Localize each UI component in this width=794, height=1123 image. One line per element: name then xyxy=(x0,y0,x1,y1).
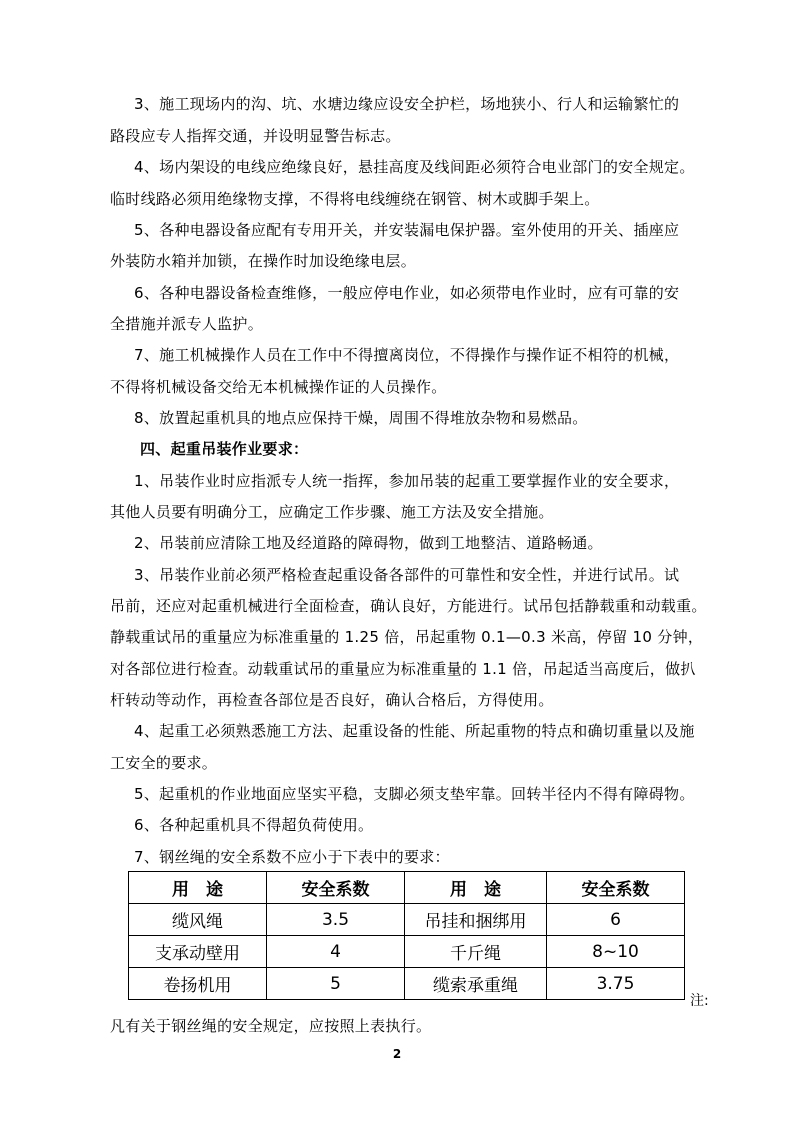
table-cell: 卷扬机用 xyxy=(129,968,267,1000)
paragraph-line: 不得将机械设备交给无本机械操作证的人员操作。 xyxy=(110,378,447,396)
paragraph-line: 外装防水箱并加锁，在操作时加设绝缘电层。 xyxy=(110,252,417,270)
paragraph-line: 6、各种起重机具不得超负荷使用。 xyxy=(134,816,374,834)
section-heading: 四、起重吊装作业要求： xyxy=(140,440,309,458)
table-cell: 3.75 xyxy=(547,968,685,1000)
paragraph-line: 1、吊装作业时应指派专人统一指挥，参加吊装的起重工要掌握作业的安全要求， xyxy=(134,472,680,490)
paragraph-line: 3、施工现场内的沟、坑、水塘边缘应设安全护栏，场地狭小、行人和运输繁忙的 xyxy=(134,95,680,113)
table-cell: 缆索承重绳 xyxy=(405,968,547,1000)
table-cell: 6 xyxy=(547,904,685,936)
table-cell: 3.5 xyxy=(267,904,405,936)
paragraph-line: 7、钢丝绳的安全系数不应小于下表中的要求： xyxy=(134,848,450,866)
page-number: 2 xyxy=(392,1047,402,1061)
paragraph-line: 静载重试吊的重量应为标准重量的 1.25 倍，吊起重物 0.1—0.3 米高，停留 10 分钟， xyxy=(110,628,704,646)
table-row xyxy=(129,936,685,968)
note-label: 注: xyxy=(690,993,709,1009)
table-cell: 支承动壁用 xyxy=(129,936,267,968)
paragraph-line: 7、施工机械操作人员在工作中不得擅离岗位，不得操作与操作证不相符的机械， xyxy=(134,346,680,364)
paragraph-line: 全措施并派专人监护。 xyxy=(110,315,264,333)
paragraph-line: 工安全的要求。 xyxy=(110,754,218,772)
paragraph-line: 4、场内架设的电线应绝缘良好，悬挂高度及线间距必须符合电业部门的安全规定。 xyxy=(134,158,695,176)
table-header-row xyxy=(129,872,685,904)
paragraph-line: 杆转动等动作，再检查各部位是否良好，确认合格后，方得使用。 xyxy=(110,691,554,709)
table-header-cell: 安全系数 xyxy=(547,872,685,904)
paragraph-line: 对各部位进行检查。动载重试吊的重量应为标准重量的 1.1 倍，吊起适当高度后，做扒 xyxy=(110,660,696,678)
paragraph-line: 4、起重工必须熟悉施工方法、起重设备的性能、所起重物的特点和确切重量以及施 xyxy=(134,722,695,740)
table-cell: 吊挂和捆绑用 xyxy=(405,904,547,936)
paragraph-line: 5、各种电器设备应配有专用开关，并安装漏电保护器。室外使用的开关、插座应 xyxy=(134,221,680,239)
table-cell: 千斤绳 xyxy=(405,936,547,968)
paragraph-line: 临时线路必须用绝缘物支撑，不得将电线缠绕在钢管、树木或脚手架上。 xyxy=(110,190,600,208)
table-cell: 8~10 xyxy=(547,936,685,968)
table-cell: 缆风绳 xyxy=(129,904,267,936)
paragraph-line: 6、各种电器设备检查维修，一般应停电作业，如必须带电作业时，应有可靠的安 xyxy=(134,284,680,302)
paragraph-line: 8、放置起重机具的地点应保持干燥，周围不得堆放杂物和易燃品。 xyxy=(134,409,588,427)
table-row xyxy=(129,968,685,1000)
paragraph-line: 5、起重机的作业地面应坚实平稳，支脚必须支垫牢靠。回转半径内不得有障碍物。 xyxy=(134,785,695,803)
paragraph-line: 2、吊装前应清除工地及经道路的障碍物，做到工地整洁、道路畅通。 xyxy=(134,534,603,552)
rope-safety-factor-table xyxy=(128,871,685,1000)
table-header-cell: 用 途 xyxy=(129,872,267,904)
table-cell: 5 xyxy=(267,968,405,1000)
note-text: 凡有关于钢丝绳的安全规定，应按照上表执行。 xyxy=(110,1017,432,1035)
table-row xyxy=(129,904,685,936)
table-header-cell: 用 途 xyxy=(405,872,547,904)
table-cell: 4 xyxy=(267,936,405,968)
paragraph-line: 3、吊装作业前必须严格检查起重设备各部件的可靠性和安全性，并进行试吊。试 xyxy=(134,566,680,584)
table-header-cell: 安全系数 xyxy=(267,872,405,904)
paragraph-line: 路段应专人指挥交通，并设明显警告标志。 xyxy=(110,127,401,145)
paragraph-line: 其他人员要有明确分工，应确定工作步骤、施工方法及安全措施。 xyxy=(110,503,554,521)
paragraph-line: 吊前，还应对起重机械进行全面检查，确认良好，方能进行。试吊包括静载重和动载重。 xyxy=(110,597,707,615)
